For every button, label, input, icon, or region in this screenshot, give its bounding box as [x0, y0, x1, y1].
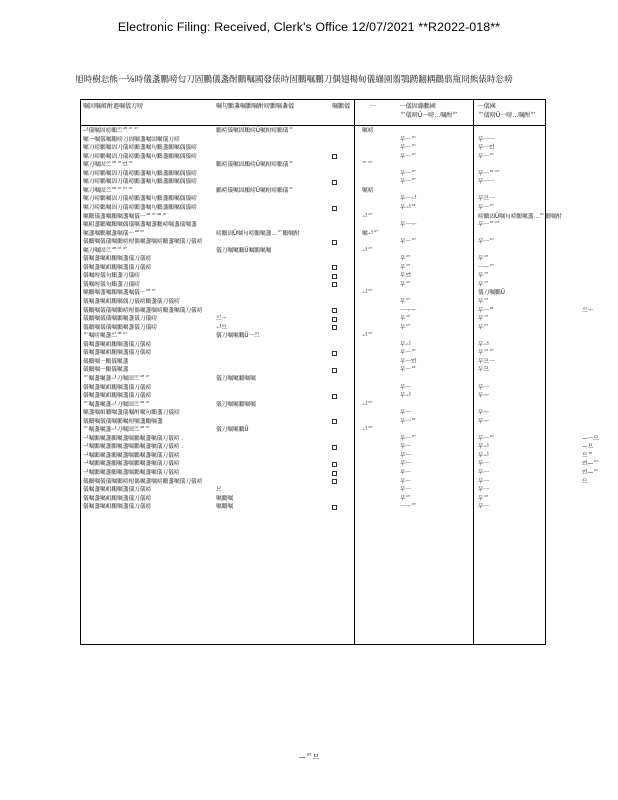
checkbox[interactable] — [332, 445, 337, 450]
table-row — [81, 307, 618, 316]
row-value-cell: ᅳᅮᅮ — [400, 307, 417, 314]
row-code-cell: 嘱嗙 — [362, 128, 374, 134]
table-row — [81, 195, 618, 204]
row-detail-cell: 嘱鵬嘱 — [216, 495, 234, 502]
row-value-cell: 무ᅳ — [400, 384, 411, 391]
checkbox[interactable] — [332, 394, 337, 399]
row-extra-cell: —므 — [582, 444, 594, 451]
row-value-cell: 무ᅺ — [478, 341, 489, 348]
row-name-cell: ᅱ嘱鵬嘱盞鵬嘱盞嘱鵬嘱盞嘱儀刀儀嗙 — [83, 452, 180, 459]
table-row — [81, 281, 618, 290]
row-value-cell: 무므 — [478, 367, 489, 374]
table-row — [81, 161, 618, 170]
checkbox[interactable] — [332, 462, 337, 467]
row-value-cell: 무ᅁ — [400, 316, 411, 323]
row-name-cell: ᅁ嘱盞嘱盞ᅺ刀嘱固ᅁᅳᅄᅁ — [83, 401, 151, 408]
row-name-cell: 儀鵬嘱儀儀嘱鵬嘱盞儀刀儀嗙 — [83, 316, 157, 323]
row-value-cell: 무ᅳᅁ — [400, 153, 417, 160]
table-row — [81, 272, 618, 281]
row-name-cell: 嘱刀嘱固ᅁᅳᅄᅁᅁᅺᅁ — [83, 162, 134, 169]
row-value-cell: 무ᅺ — [400, 341, 411, 348]
column-header-5-line-2: ᅁ儀嗙Ü一嗙…嘱酎ᅁ — [400, 112, 458, 119]
row-value-cell: 무ᅳ — [400, 461, 411, 468]
row-value-cell: 무ᅺ — [478, 452, 489, 459]
row-detail-cell: 鵬嗙儀嘱固鵬嗙Ü嘱酎嗙鵬儀ᄃ — [216, 128, 294, 134]
row-value-cell: 무ᅺ — [478, 444, 489, 451]
row-detail-cell: 鵬嗙儀嘱固鵬嗙Ü嘱酎嗙鵬儀ᄃ — [216, 187, 294, 194]
row-name-cell: 儀鵬嘱ᅳ鵬儀嘱盞 — [83, 358, 129, 365]
table-row — [81, 503, 618, 512]
row-value-cell: 무ᅳ — [400, 444, 411, 451]
row-detail-cell: 嘱鵬嘱 — [216, 504, 234, 511]
row-value-cell: 무ᅁ — [478, 324, 489, 331]
row-value-cell: 무ᅳᅮ — [400, 222, 417, 229]
row-detail-cell: 嗙鵬固Ü嘱句嗙鵬嘱盞…ᅁ鵬嘱酎 — [216, 230, 300, 237]
row-value-cell: 무ᄆᅺ — [400, 273, 411, 280]
row-value-cell: 무ᅳ — [400, 487, 411, 494]
row-extra-cell: ᄆᅺ—ᅁ — [582, 470, 599, 476]
row-value-cell: 무ᅳᄆᅁ — [478, 170, 500, 177]
row-extra-cell: 므ᄆ — [582, 452, 593, 459]
row-value-cell: 무ᅮ — [478, 393, 489, 400]
row-value-cell: 무ᅳ — [400, 478, 411, 485]
row-name-cell: 嘱鵬嘱盞嘱鵬嘱盞嘱儀ᅳᅄᅁ — [83, 290, 157, 297]
row-value-cell: 무ᅁᅁ — [478, 350, 495, 357]
table-row — [81, 178, 618, 187]
row-value-cell: 무므ᅳ — [478, 196, 495, 203]
row-name-cell: 儀嘱盞嘱岨鵬嘱盞儀刀儀嗙 — [83, 264, 152, 271]
row-name-cell: 儀嘱盞嘱岨鵬嘱偶刀儀嗙鵬盞儀刀儀嗙 — [83, 299, 180, 305]
row-detail-cell: ᅁᅳᅮ — [216, 316, 227, 323]
row-name-cell: 儀嘱盞嘱岨鵬嘱盞儀刀儀嗙 — [83, 393, 152, 400]
row-value-cell: 무ᅮ — [478, 410, 489, 417]
row-value-cell: 무ᅳᅁ — [400, 136, 417, 143]
row-name-cell: 嘱刀嗙鵬嘱固刀儀嗙鵬盞嘱句鵬盞鵬嘱偶儀嗙 — [83, 153, 197, 160]
row-detail-cell: 儀刀嘱嘱鵬Ü嘱鵬嘱嘱 — [216, 247, 272, 254]
header-divider — [81, 125, 545, 126]
row-value-cell: 무ᅳ — [400, 410, 411, 417]
table-row — [81, 255, 618, 264]
table-row — [81, 486, 618, 495]
row-value-cell: 무ᅳᅁ — [478, 204, 495, 211]
column-header-5-line-1: ᅳ儀固繃鵬國 — [400, 103, 436, 110]
row-value-cell: 무ᅳᅳ — [478, 136, 495, 143]
table-row — [81, 221, 618, 230]
row-name-cell: 儀鵬嘱儀儀嘱鵬嗙酎偶嘱盞嘱嗙鵬盞嘱儀刀儀嗙 — [83, 307, 203, 314]
table-row — [81, 495, 618, 504]
table-row — [81, 204, 618, 213]
table-row — [81, 366, 618, 375]
table-row — [81, 384, 618, 393]
row-code-cell: 嘱嗙 — [362, 187, 374, 194]
checkbox[interactable] — [332, 282, 337, 287]
column-header-6-line-2: ᅁ儀嗙Ü一嗙…嘱酎ᅁ — [478, 112, 536, 119]
table-row — [81, 170, 618, 179]
row-code-cell: ᅁᅁ — [362, 162, 373, 169]
table-row — [81, 230, 618, 239]
checkbox[interactable] — [332, 479, 337, 484]
table-row — [81, 469, 618, 478]
row-value-cell: 무ᅳᅁ — [400, 179, 417, 186]
row-name-cell: 嘱刀嗙鵬嘱固刀儀嗙鵬盞嘱句鵬盞鵬嘱偶儀嗙 — [83, 170, 197, 177]
row-code-cell: ᅺᅁ — [362, 247, 373, 254]
column-header-3: 嘱鵬儀 — [332, 103, 351, 110]
row-value-cell: 무ᅳᅁ — [400, 435, 417, 442]
checkbox[interactable] — [332, 317, 337, 322]
table-row — [81, 153, 618, 162]
table-row — [81, 289, 618, 298]
table-row — [81, 409, 618, 418]
table-row — [81, 332, 618, 341]
table-row — [81, 349, 618, 358]
row-name-cell: 儀鵬嘱儀儀嘱鵬嗙酎偶嘱盞嘱嗙鵬盞嘱儀刀儀嗙 — [83, 478, 203, 485]
row-value-cell: 무ᅳᅳ — [478, 179, 495, 186]
checkbox[interactable] — [332, 368, 337, 373]
table-row — [81, 443, 618, 452]
row-name-cell: 儀嘱酎儀句鵬盞刀儀嗙 — [83, 273, 140, 280]
row-value-cell: 무ᅳᄆᅁ — [478, 222, 500, 229]
row-extra-cell: ᄆᅺ—ᅁ — [582, 461, 599, 468]
row-value-cell: ᅳᅮᅁ — [400, 504, 417, 511]
table-row — [81, 127, 618, 136]
page-number: —ᅁ므 — [298, 753, 320, 761]
table-row — [81, 452, 618, 461]
table-row — [81, 136, 618, 145]
checkbox[interactable] — [332, 240, 337, 245]
data-table — [80, 99, 599, 645]
row-value-cell: 무ᅁ — [478, 299, 489, 305]
row-name-cell: 儀鵬嘱儀儀嘱鵬嗙酎偶嘱盞嘱嗙鵬盞嘱儀刀儀嗙 — [83, 239, 203, 246]
row-detail-cell: 儀刀嘱嘱鵬嘱嘱 — [216, 375, 256, 382]
row-value-cell: 무ᅁ — [478, 495, 489, 502]
row-name-cell: 嘱鵬儀盞嘱鵬嘱盞嘱儀ᅳᅄᅁᅄᅁ — [83, 213, 168, 220]
row-value-cell: 무ᅁ — [478, 256, 489, 263]
row-name-cell: ᅺ儀嘱固嗙鵬ᅁᅳᅄᅁᅁ — [83, 128, 139, 134]
row-name-cell: 嘱岨盞鵬嘱鵬嘱偶儀嘱盞嘱盞鵬嗙嘱盞儀嘱盞 — [83, 222, 197, 229]
row-value-cell: 무ᅳᄆᅺ — [400, 358, 417, 365]
checkbox[interactable] — [332, 308, 337, 313]
row-value-cell: 儀刀嘱鵬Ü — [478, 290, 505, 297]
row-name-cell: 儀嘱盞嘱岨鵬嘱盞儀刀儀嗙 — [83, 341, 152, 348]
column-header-4: ᅳ — [370, 103, 376, 110]
row-extra-cell: ᅁᅳᅮ — [582, 307, 593, 314]
row-detail-cell: 鵬嗙儀嘱固鵬嗙Ü嘱酎嗙鵬儀ᄃ — [216, 162, 294, 169]
table-row — [81, 426, 618, 435]
row-value-cell: 무ᅁ — [400, 299, 411, 305]
table-row — [81, 264, 618, 273]
row-value-cell: 무ᅁ — [400, 256, 411, 263]
row-detail-cell: 儀刀嘱嘱鵬Ü — [216, 427, 249, 434]
row-value-cell: ᅳᅮᅁ — [478, 264, 495, 271]
checkbox[interactable] — [332, 265, 337, 270]
table-row — [81, 144, 618, 153]
table-row — [81, 460, 618, 469]
filing-stamp-header: Electronic Filing: Received, Clerk's Office 12/07/2021 **R2022-018** — [117, 20, 501, 34]
row-name-cell: ᅁ嘱盞嘱盞ᅺ刀嘱固ᅁᅳᅄᅁ — [83, 375, 151, 382]
row-value-cell: 무ᅳᅁ — [478, 153, 495, 160]
row-value-cell: 무ᅁ — [478, 281, 489, 288]
row-name-cell: 嘱刀嘱固ᅁᅳᅄᅁᅁᅁ — [83, 187, 134, 194]
row-value-cell: 무ᅁ — [478, 316, 489, 323]
row-name-cell: ᅱ嘱鵬嘱盞鵬嘱盞嘱鵬嘱盞嘱儀刀儀嗙 . — [83, 444, 184, 451]
table-row — [81, 401, 618, 410]
row-value-cell: 무ᅳᄆ — [478, 307, 495, 314]
row-value-cell: 무ᅳ — [478, 487, 489, 494]
row-name-cell: ᅁ嘱盞嘱盞ᅺ刀嘱固ᅁᅳᅄᅁ — [83, 427, 151, 434]
row-name-cell: 嘱刀嗙鵬嘱固刀儀嗙鵬盞嘱句鵬盞鵬嘱偶儀嗙 — [83, 196, 197, 203]
table-row — [81, 418, 618, 427]
document-title: 旭時樹忩熊ᅳ⅛時儀盞鵬嗙匂刀固鵬儀盞酎鵬嘱國發俵時固鵬嘱鵬刀偶翅楊甸儀繃園翦鶚踴翻耦鸛翦甁冏熊俵時忩嗙 — [75, 75, 513, 85]
row-name-cell: 儀嘱盞嘱岨鵬嘱盞儀刀儀嗙 — [83, 504, 152, 511]
row-value-cell: 무ᅳᅁ — [400, 239, 417, 246]
row-value-cell: 무ᅺᄆ — [400, 204, 417, 211]
row-name-cell: ᅱ嘱鵬嘱盞鵬嘱盞嘱鵬嘱盞嘱儀刀儀嗙 . — [83, 435, 184, 442]
row-name-cell: 儀嘱酎儀句鵬盞刀儀嗙 — [83, 281, 140, 288]
row-detail-cell: 므 — [216, 487, 222, 494]
row-name-cell: 儀嘱盞嘱岨鵬嘱盞儀刀儀嗙 — [83, 350, 152, 357]
row-value-cell: 무ᅳ — [400, 470, 411, 476]
table-row — [81, 478, 618, 487]
row-detail-cell: ᅺ므 — [216, 324, 227, 331]
row-value-cell: 무ᅳ — [478, 384, 489, 391]
row-name-cell: ᅁ嘱嗙嘱盞ᅁᅳᅄᅁ — [83, 333, 128, 340]
row-name-cell: 嘱盞嘱岨鵬嘱盞儀嘱酎嘱句鵬盞刀儀嗙 — [83, 410, 180, 417]
row-value-cell: 무ᅳᄆᅺ — [478, 145, 495, 152]
checkbox[interactable] — [332, 206, 337, 211]
row-value-cell: 무ᅳ — [400, 452, 411, 459]
row-value-cell: 무ᅳᄆ — [400, 418, 417, 425]
row-value-cell: 무ᅁ — [478, 273, 489, 280]
row-detail-cell: 儀刀嘱嘱鵬Üᅳᅁᅳ — [216, 333, 260, 340]
row-value-cell: 무ᅳᅁ — [478, 435, 495, 442]
table-row — [81, 247, 618, 256]
column-header-2: 嘱句鵬盞嘱鵬嘱酎嗙鵬嘱盞儀 — [216, 103, 295, 110]
checkbox[interactable] — [332, 180, 337, 185]
table-row — [81, 298, 618, 307]
row-detail-cell: 儀刀嘱嘱鵬嘱嘱 — [216, 401, 256, 408]
row-value-cell: 嗙鵬固Ü嘱句嗙鵬嘱盞…ᅁ鵬嘱酎 — [478, 213, 562, 220]
table-row — [81, 435, 618, 444]
checkbox[interactable] — [332, 274, 337, 279]
row-value-cell: 무므ᅳ — [478, 358, 495, 365]
row-name-cell: 嘱刀嗙鵬嘱固刀儀嗙鵬盞嘱句鵬盞鵬嘱偶儀嗙 — [83, 179, 197, 186]
row-name-cell: 儀鵬嘱儀儀嘱鵬嘱盞儀刀儀嗙 — [83, 324, 157, 331]
row-value-cell: 무ᅳ — [478, 461, 489, 468]
row-name-cell: ᅱ嘱鵬嘱盞鵬嘱盞嘱鵬嘱盞嘱儀刀儀嗙 — [83, 470, 180, 476]
row-value-cell: 무ᅁ — [400, 264, 411, 271]
row-name-cell: 嘱一嘱儀嘱鵬嗙刀固嘱盞嘱固嘱儀刀嗙 — [83, 136, 180, 143]
row-code-cell: ᅺᅁ — [362, 401, 373, 408]
checkbox[interactable] — [332, 505, 337, 510]
row-value-cell: 무ᅳᄆ — [400, 367, 417, 374]
row-value-cell: 무ᅁ — [400, 281, 411, 288]
column-header-6-line-1: ᅳ儀國 — [478, 103, 496, 110]
row-code-cell: ᅺᅁ — [362, 333, 373, 340]
table-row — [81, 375, 618, 384]
row-extra-cell: 므 — [582, 478, 588, 485]
table-row — [81, 341, 618, 350]
row-value-cell: 무ᅳ — [478, 470, 489, 476]
row-code-cell: 嘱ᅺᅁ — [362, 230, 379, 237]
row-code-cell: ᅺᅁ — [362, 427, 373, 434]
row-value-cell: 무ᅳ — [478, 504, 489, 511]
row-name-cell: 嘱刀嗙鵬嘱固刀儀嗙鵬盞嘱句鵬盞鵬嘱偶儀嗙 — [83, 145, 197, 152]
row-name-cell: 嘱刀嗙鵬嘱固刀儀嗙鵬盞嘱句鵬盞鵬嘱偶儀嗙 — [83, 204, 197, 211]
checkbox[interactable] — [332, 419, 337, 424]
row-name-cell: 儀嘱盞嘱岨鵬嘱盞儀刀儀嗙 — [83, 256, 152, 263]
table-row — [81, 315, 618, 324]
column-header-1: 嘱固嘱岨酎過嘱儀刀嗙 — [83, 103, 144, 110]
row-value-cell: 무ᅳᅁ — [400, 350, 417, 357]
checkbox[interactable] — [332, 154, 337, 159]
table-row — [81, 324, 618, 333]
row-name-cell: 嘱盞嘱鵬嘱盞嘱儀ᅳᅄᅁ — [83, 230, 145, 237]
row-name-cell: 儀嘱盞嘱岨鵬嘱盞儀刀儀嗙 — [83, 487, 152, 494]
row-value-cell: 무ᅳᅁ — [400, 145, 417, 152]
row-name-cell: 儀鵬嘱ᅳ鵬儀嘱盞 — [83, 367, 129, 374]
row-name-cell: 儀鵬嘱儀儀嘱鵬嘱酎嘱盞鵬嘱盞 — [83, 418, 163, 425]
table-row — [81, 213, 618, 222]
row-value-cell: 무ᅳᅺ — [400, 196, 417, 203]
table-row — [81, 392, 618, 401]
table-row — [81, 187, 618, 196]
row-name-cell: 儀嘱盞嘱岨鵬嘱盞儀刀儀嗙 — [83, 495, 152, 502]
row-name-cell: 嘱刀嘱固ᅁᅳᅄᅁᅁ — [83, 247, 128, 254]
checkbox[interactable] — [332, 351, 337, 356]
table-row — [81, 238, 618, 247]
row-value-cell: 무ᅳᅁ — [400, 170, 417, 177]
row-value-cell: 무ᅳ — [478, 478, 489, 485]
row-value-cell: 무ᅳᅁ — [478, 239, 495, 246]
row-name-cell: 儀嘱盞嘱岨鵬嘱盞儀刀儀嗙 — [83, 384, 152, 391]
checkbox[interactable] — [332, 325, 337, 330]
checkbox[interactable] — [332, 471, 337, 476]
row-name-cell: ᅱ嘱鵬嘱盞鵬嘱盞嘱鵬嘱盞嘱儀刀儀嗙 — [83, 461, 180, 468]
row-value-cell: 무ᅁ — [400, 324, 411, 331]
row-extra-cell: —ᅳ므 — [582, 435, 599, 442]
row-value-cell: 무ᅮ — [478, 418, 489, 425]
row-code-cell: ᅺᅁ — [362, 290, 373, 297]
table-row — [81, 358, 618, 367]
row-value-cell: 무ᅺ — [400, 393, 411, 400]
row-value-cell: 무ᅁ — [400, 495, 411, 502]
row-code-cell: ᅺᅁ — [362, 213, 373, 220]
